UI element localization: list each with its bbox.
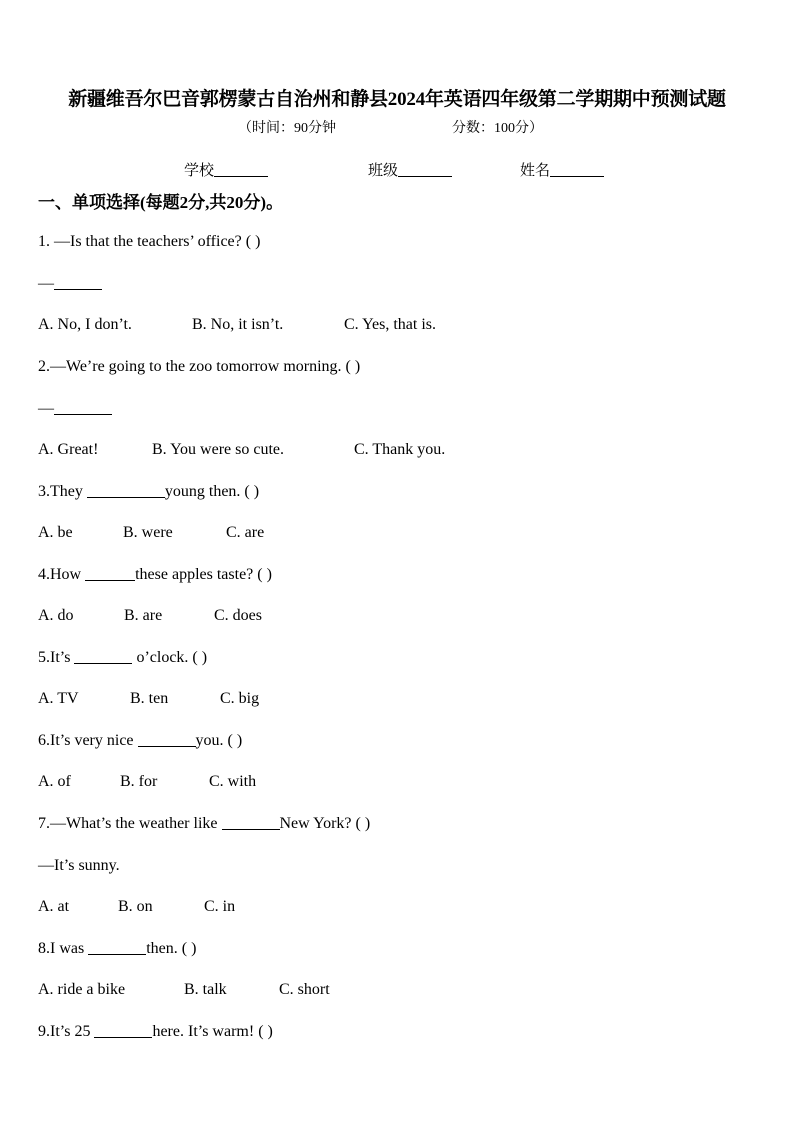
question-3-stem: 3.They young then. ( ) — [38, 483, 260, 500]
answer-blank[interactable] — [54, 400, 112, 415]
option-b[interactable]: B. No, it isn’t. — [192, 316, 284, 333]
option-b[interactable]: B. on — [118, 898, 153, 915]
class-label: 班级 — [368, 163, 399, 179]
question-2-dash: — — [38, 400, 54, 417]
question-5-options — [38, 690, 259, 708]
question-3-options — [38, 524, 264, 542]
option-c[interactable]: C. are — [226, 524, 265, 541]
option-c[interactable]: C. does — [214, 607, 262, 624]
exam-score: 分数：100分） — [452, 121, 543, 136]
option-b[interactable]: B. talk — [184, 981, 227, 998]
answer-blank[interactable] — [138, 732, 196, 747]
class-field — [368, 159, 452, 180]
question-6-options — [38, 773, 256, 791]
option-c[interactable]: C. in — [204, 898, 236, 915]
question-1-stem: 1. —Is that the teachers’ office? ( ) — [38, 233, 261, 250]
question-7-reply: —It’s sunny. — [38, 857, 120, 874]
option-a[interactable]: A. be — [38, 524, 73, 541]
option-a[interactable]: A. Great! — [38, 441, 99, 458]
answer-blank[interactable] — [87, 483, 165, 498]
option-b[interactable]: B. were — [123, 524, 173, 541]
question-2-reply — [38, 400, 112, 418]
answer-blank[interactable] — [222, 815, 280, 830]
option-c[interactable]: C. Yes, that is. — [344, 316, 437, 333]
option-a[interactable]: A. at — [38, 898, 70, 915]
question-2-stem: 2.—We’re going to the zoo tomorrow morning. ( ) — [38, 358, 361, 375]
question-2-options — [38, 441, 445, 459]
option-c[interactable]: C. short — [279, 981, 330, 998]
option-c[interactable]: C. with — [209, 773, 257, 790]
option-a[interactable]: A. ride a bike — [38, 981, 126, 998]
option-a[interactable]: A. No, I don’t. — [38, 316, 132, 333]
name-field — [520, 159, 604, 180]
option-b[interactable]: B. ten — [130, 690, 169, 707]
school-field — [184, 159, 268, 180]
question-8-stem: 8.I was then. ( ) — [38, 940, 197, 957]
question-6-stem: 6.It’s very nice you. ( ) — [38, 732, 243, 749]
option-c[interactable]: C. Thank you. — [354, 441, 446, 458]
answer-blank[interactable] — [74, 649, 132, 664]
school-label: 学校 — [184, 163, 215, 179]
question-7-options — [38, 898, 235, 916]
option-b[interactable]: B. for — [120, 773, 158, 790]
question-1-reply — [38, 275, 102, 293]
question-1-options — [38, 316, 436, 334]
page-title: 新疆维吾尔巴音郭楞蒙古自治州和静县2024年英语四年级第二学期期中预测试题 — [68, 89, 726, 110]
answer-blank[interactable] — [54, 275, 102, 290]
school-blank[interactable] — [214, 161, 268, 177]
question-8-options — [38, 981, 330, 999]
name-label: 姓名 — [520, 163, 551, 179]
question-4-stem: 4.How these apples taste? ( ) — [38, 566, 272, 583]
option-c[interactable]: C. big — [220, 690, 260, 707]
answer-blank[interactable] — [88, 940, 146, 955]
question-4-options — [38, 607, 262, 625]
option-a[interactable]: A. of — [38, 773, 71, 790]
option-b[interactable]: B. are — [124, 607, 163, 624]
question-5-stem: 5.It’s o’clock. ( ) — [38, 649, 208, 666]
class-blank[interactable] — [398, 161, 452, 177]
option-b[interactable]: B. You were so cute. — [152, 441, 284, 458]
name-blank[interactable] — [550, 161, 604, 177]
question-7-stem: 7.—What’s the weather like New York? ( ) — [38, 815, 371, 832]
question-9-stem: 9.It’s 25 here. It’s warm! ( ) — [38, 1023, 273, 1040]
answer-blank[interactable] — [85, 566, 135, 581]
option-a[interactable]: A. do — [38, 607, 74, 624]
section-title: 一、单项选择(每题2分,共20分)。 — [38, 193, 284, 212]
exam-time: （时间：90分钟 — [238, 121, 336, 136]
option-a[interactable]: A. TV — [38, 690, 79, 707]
question-1-dash: — — [38, 275, 54, 292]
answer-blank[interactable] — [94, 1023, 152, 1038]
